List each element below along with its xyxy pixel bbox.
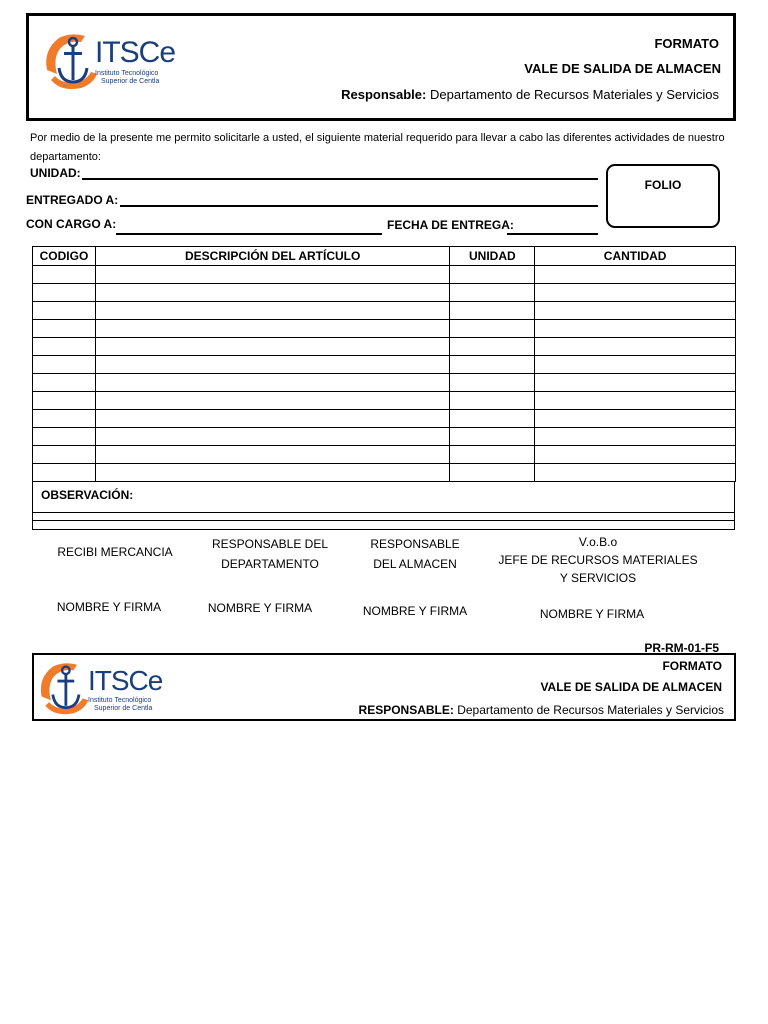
logo-text: ITSCe: [95, 36, 176, 69]
footer-header-box: [32, 653, 736, 721]
footer-logo-subtitle-1: Instituto Tecnológico: [88, 697, 152, 704]
header-descripcion: DESCRIPCIÓN DEL ARTÍCULO: [95, 247, 449, 266]
recibi-mercancia-label: RECIBI MERCANCIA: [57, 545, 173, 559]
anchor-logo-icon: [41, 30, 101, 94]
responsable-label: Responsable:: [341, 87, 427, 102]
cell[interactable]: [33, 428, 96, 446]
cell[interactable]: [95, 410, 449, 428]
cell[interactable]: [450, 464, 535, 482]
cell[interactable]: [95, 446, 449, 464]
resp-departamento-label: [195, 534, 345, 574]
cell[interactable]: [450, 446, 535, 464]
resp-departamento-line-2: DEPARTAMENTO: [221, 557, 319, 571]
cell[interactable]: [95, 356, 449, 374]
table-row: [33, 464, 736, 482]
nombre-firma-2: NOMBRE Y FIRMA: [207, 601, 313, 615]
cell[interactable]: [535, 266, 736, 284]
document-code: PR-RM-01-F5: [644, 641, 719, 653]
cell[interactable]: [535, 374, 736, 392]
logo-subtitle-2: Superior de Centla: [101, 78, 160, 85]
cell[interactable]: [450, 266, 535, 284]
cell[interactable]: [95, 428, 449, 446]
resp-almacen-line-2: DEL ALMACEN: [373, 557, 457, 571]
observacion-label: OBSERVACIÓN:: [41, 488, 134, 502]
cell[interactable]: [450, 338, 535, 356]
header-cantidad: CANTIDAD: [535, 247, 736, 266]
table-row: [33, 374, 736, 392]
cell[interactable]: [95, 284, 449, 302]
vobo-text: V.o.B.o: [578, 535, 618, 549]
entregado-label: ENTREGADO A:: [26, 193, 119, 207]
table-row: [33, 410, 736, 428]
responsable-line: [341, 87, 719, 102]
cell[interactable]: [535, 464, 736, 482]
resp-departamento-line-1: RESPONSABLE DEL: [211, 537, 329, 551]
logo-subtitle-1: Instituto Tecnológico: [95, 70, 159, 77]
cell[interactable]: [535, 428, 736, 446]
cell[interactable]: [33, 392, 96, 410]
cell[interactable]: [33, 266, 96, 284]
con-cargo-line[interactable]: [116, 233, 382, 235]
unidad-label: UNIDAD:: [30, 166, 81, 180]
cell[interactable]: [33, 446, 96, 464]
cell[interactable]: [95, 266, 449, 284]
jefe-line-1: JEFE DE RECURSOS MATERIALES: [498, 553, 698, 567]
cell[interactable]: [33, 284, 96, 302]
cell[interactable]: [33, 410, 96, 428]
cell[interactable]: [33, 374, 96, 392]
header-box: [26, 13, 736, 121]
cell[interactable]: [95, 338, 449, 356]
table-row: [33, 428, 736, 446]
cell[interactable]: [535, 410, 736, 428]
nombre-firma-4: NOMBRE Y FIRMA: [539, 607, 645, 621]
table-row: [33, 284, 736, 302]
cell[interactable]: [535, 284, 736, 302]
cell[interactable]: [95, 392, 449, 410]
cell[interactable]: [535, 302, 736, 320]
items-table: [32, 246, 736, 482]
nombre-firma-3: NOMBRE Y FIRMA: [362, 604, 468, 618]
table-row: [33, 446, 736, 464]
resp-almacen-label: [350, 534, 480, 574]
footer-logo-text: ITSCe: [88, 665, 163, 696]
cell[interactable]: [95, 302, 449, 320]
header-codigo: CODIGO: [33, 247, 96, 266]
cell[interactable]: [33, 302, 96, 320]
entregado-line[interactable]: [120, 205, 598, 207]
footer-responsable-value: Departamento de Recursos Materiales y Servicios: [457, 703, 724, 717]
jefe-line-2: Y SERVICIOS: [559, 571, 637, 585]
table-header-row: [33, 247, 736, 266]
table-row: [33, 302, 736, 320]
cell[interactable]: [450, 320, 535, 338]
cell[interactable]: [450, 356, 535, 374]
cell[interactable]: [33, 356, 96, 374]
cell[interactable]: [535, 338, 736, 356]
cell[interactable]: [95, 464, 449, 482]
table-row: [33, 338, 736, 356]
table-row: [33, 320, 736, 338]
con-cargo-label: CON CARGO A:: [26, 217, 117, 231]
intro-text: Por medio de la presente me permito solicitarle a usted, el siguiente material requerido para llevar a cabo las diferentes actividades de nuestro departamento:: [30, 132, 725, 163]
unidad-line[interactable]: [82, 178, 598, 180]
folio-box[interactable]: [606, 164, 720, 228]
itsce-logo: [41, 30, 181, 100]
cell[interactable]: [95, 374, 449, 392]
observacion-box[interactable]: [32, 481, 735, 530]
footer-responsable-label: RESPONSABLE:: [358, 703, 454, 717]
table-row: [33, 392, 736, 410]
cell[interactable]: [450, 410, 535, 428]
observacion-line-2: [33, 520, 734, 521]
footer-anchor-logo-icon: [36, 659, 92, 719]
footer-document-title: VALE DE SALIDA DE ALMACEN: [540, 680, 722, 694]
fecha-entrega-line[interactable]: [507, 233, 598, 235]
cell[interactable]: [535, 446, 736, 464]
cell[interactable]: [95, 320, 449, 338]
nombre-firma-1: NOMBRE Y FIRMA: [56, 600, 162, 614]
folio-label: FOLIO: [644, 178, 682, 192]
cell[interactable]: [450, 392, 535, 410]
cell[interactable]: [33, 338, 96, 356]
header-unidad: UNIDAD: [450, 247, 535, 266]
footer-logo-subtitle-2: Superior de Centla: [94, 705, 153, 712]
cell[interactable]: [33, 464, 96, 482]
cell[interactable]: [535, 320, 736, 338]
observacion-line-1: [33, 512, 734, 513]
cell[interactable]: [535, 356, 736, 374]
responsable-value: Departamento de Recursos Materiales y Servicios: [429, 87, 719, 102]
footer-responsable-line: [359, 703, 724, 717]
cell[interactable]: [450, 302, 535, 320]
vobo-label: [490, 533, 706, 587]
formato-label: FORMATO: [654, 36, 719, 51]
fecha-entrega-label: FECHA DE ENTREGA:: [387, 218, 514, 232]
cell[interactable]: [450, 374, 535, 392]
table-row: [33, 356, 736, 374]
resp-almacen-line-1: RESPONSABLE: [370, 537, 460, 551]
document-title: VALE DE SALIDA DE ALMACEN: [524, 61, 721, 76]
cell[interactable]: [535, 392, 736, 410]
cell[interactable]: [450, 428, 535, 446]
cell[interactable]: [33, 320, 96, 338]
footer-itsce-logo: [36, 659, 176, 721]
footer-formato-label: FORMATO: [662, 659, 722, 673]
table-row: [33, 266, 736, 284]
cell[interactable]: [450, 284, 535, 302]
